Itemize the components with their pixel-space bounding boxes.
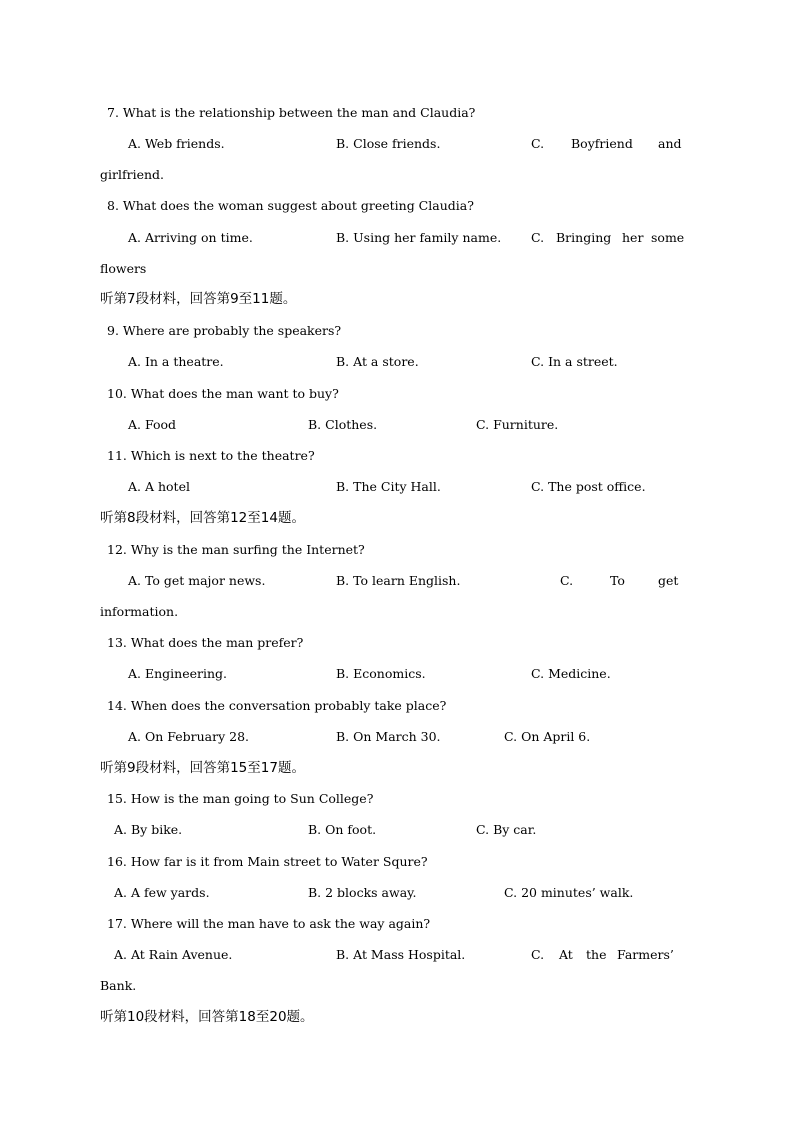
option-11a: A. A hotel xyxy=(128,479,190,494)
question-12: 12. Why is the man surfing the Internet? xyxy=(107,542,365,557)
option-17c-wrap: Bank. xyxy=(100,978,137,993)
option-17c-word1: At xyxy=(559,947,573,962)
option-8c-word2: her xyxy=(622,230,644,245)
question-16: 16. How far is it from Main street to Water Squre? xyxy=(107,854,428,869)
option-15c: C. By car. xyxy=(476,822,537,837)
option-14c: C. On April 6. xyxy=(504,729,591,744)
option-9c: C. In a street. xyxy=(531,354,618,369)
option-12c-wrap: information. xyxy=(100,604,179,619)
option-14a: A. On February 28. xyxy=(128,729,250,744)
option-10a: A. Food xyxy=(128,417,177,432)
option-12c-letter: C. xyxy=(560,573,574,588)
option-8b: B. Using her family name. xyxy=(336,230,502,245)
question-15: 15. How is the man going to Sun College? xyxy=(107,791,374,806)
option-14b: B. On March 30. xyxy=(336,729,441,744)
option-12c-word2: get xyxy=(658,573,679,588)
option-10b: B. Clothes. xyxy=(308,417,378,432)
option-7c-letter: C. xyxy=(531,136,545,151)
question-13: 13. What does the man prefer? xyxy=(107,635,304,650)
section-heading-10: 听第10段材料，回答第18至20题。 xyxy=(100,1009,314,1025)
section-heading-9: 听第9段材料，回答第15至17题。 xyxy=(100,760,305,776)
option-7c-word1: Boyfriend xyxy=(571,136,633,151)
option-8a: A. Arriving on time. xyxy=(128,230,253,245)
option-13a: A. Engineering. xyxy=(128,666,227,681)
section-heading-7: 听第7段材料，回答第9至11题。 xyxy=(100,291,297,307)
option-17b: B. At Mass Hospital. xyxy=(336,947,466,962)
option-17c-word2: the xyxy=(586,947,607,962)
option-12c-word1: To xyxy=(610,573,625,588)
question-10: 10. What does the man want to buy? xyxy=(107,386,339,401)
question-17: 17. Where will the man have to ask the way again? xyxy=(107,916,431,931)
option-8c-letter: C. xyxy=(531,230,545,245)
option-7c-word2: and xyxy=(658,136,682,151)
option-9b: B. At a store. xyxy=(336,354,419,369)
option-16b: B. 2 blocks away. xyxy=(308,885,417,900)
option-17c-word3: Farmers’ xyxy=(617,947,674,962)
option-13c: C. Medicine. xyxy=(531,666,611,681)
option-15b: B. On foot. xyxy=(308,822,377,837)
option-7c-wrap: girlfriend. xyxy=(100,167,164,182)
option-8c-wrap: flowers xyxy=(100,261,147,276)
section-heading-8: 听第8段材料，回答第12至14题。 xyxy=(100,510,305,526)
question-14: 14. When does the conversation probably take place? xyxy=(107,698,447,713)
option-8c-word1: Bringing xyxy=(556,230,612,245)
option-7a: A. Web friends. xyxy=(128,136,225,151)
option-13b: B. Economics. xyxy=(336,666,426,681)
option-12b: B. To learn English. xyxy=(336,573,461,588)
question-11: 11. Which is next to the theatre? xyxy=(107,448,315,463)
option-9a: A. In a theatre. xyxy=(128,354,224,369)
option-11c: C. The post office. xyxy=(531,479,646,494)
option-17a: A. At Rain Avenue. xyxy=(114,947,233,962)
option-16c: C. 20 minutes’ walk. xyxy=(504,885,634,900)
question-8: 8. What does the woman suggest about greeting Claudia? xyxy=(107,198,474,213)
option-16a: A. A few yards. xyxy=(114,885,210,900)
option-10c: C. Furniture. xyxy=(476,417,559,432)
option-17c-letter: C. xyxy=(531,947,545,962)
option-15a: A. By bike. xyxy=(114,822,183,837)
option-11b: B. The City Hall. xyxy=(336,479,441,494)
option-12a: A. To get major news. xyxy=(128,573,266,588)
question-7: 7. What is the relationship between the man and Claudia? xyxy=(107,105,476,120)
option-8c-word3: some xyxy=(651,230,685,245)
question-9: 9. Where are probably the speakers? xyxy=(107,323,342,338)
option-7b: B. Close friends. xyxy=(336,136,441,151)
